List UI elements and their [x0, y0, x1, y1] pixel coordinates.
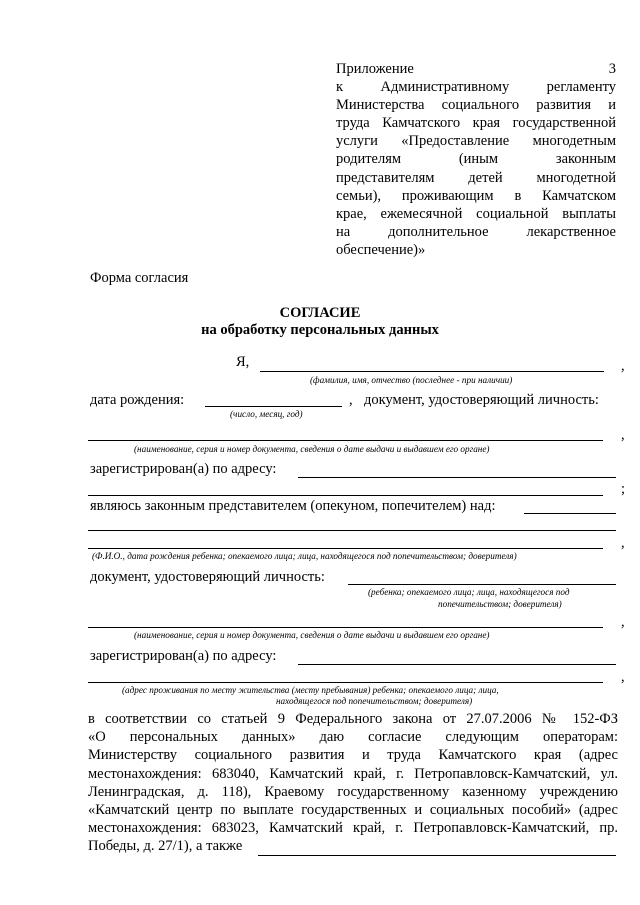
comma: , [621, 614, 625, 630]
full-name-field[interactable] [260, 371, 604, 372]
appendix-line: представителям детей многодетной [336, 169, 616, 186]
comma: , [621, 427, 625, 443]
paragraph-line: в соответствии со статьей 9 Федерального закона от 27.07.2006 № 152-ФЗ [88, 711, 618, 727]
document-title: СОГЛАСИЕ [279, 305, 361, 321]
registration-address-field-2[interactable] [88, 495, 603, 496]
i-label: Я, [236, 354, 250, 370]
ward-field-3[interactable] [88, 548, 603, 549]
semicolon: ; [621, 481, 626, 497]
ward-doc-label: документ, удостоверяющий личность: [90, 569, 325, 585]
appendix-line: крае, ежемесячной социальной выплаты [336, 205, 616, 222]
ward-doc-caption: (ребенка; опекаемого лица; лица, находящегося под [368, 587, 570, 597]
full-name-caption: (фамилия, имя, отчество (последнее - при наличии) [310, 375, 513, 385]
ward-registration-field-2[interactable] [88, 682, 603, 683]
ward-caption: (Ф.И.О., дата рождения ребенка; опекаемого лица; лица, находящегося под попечительством; доверителя) [92, 551, 517, 561]
ward-doc-caption: (наименование, серия и номер документа, сведения о дате выдачи и выдавшем его органе) [134, 630, 490, 640]
appendix-line: родителям (иным законным [336, 151, 616, 168]
appendix-line: обеспечение)» [336, 241, 426, 258]
appendix-line: услуги «Предоставление многодетным [336, 133, 616, 150]
paragraph-line: Министерству социального развития и труда Камчатского края (адрес [88, 747, 618, 764]
appendix-line: Приложение 3 [336, 61, 616, 77]
comma: , [621, 669, 625, 685]
ward-doc-caption: попечительством; доверителя) [438, 599, 562, 609]
comma: , [349, 392, 353, 408]
dob-label: дата рождения: [90, 392, 185, 408]
identity-document-caption: (наименование, серия и номер документа, сведения о дате выдачи и выдавшем его органе) [134, 444, 490, 454]
appendix-line: на дополнительное лекарственное [336, 223, 616, 240]
ward-registration-label: зарегистрирован(а) по адресу: [90, 648, 277, 664]
paragraph-line: «О персональных данных» даю согласие следующим операторам: [88, 729, 618, 746]
appendix-line: труда Камчатского края государственной [336, 115, 616, 132]
ward-registration-caption: (адрес проживания по месту жительства (месту пребывания) ребенка; опекаемого лица; лица, [122, 685, 499, 695]
ward-registration-caption: находящегося под попечительством; доверителя) [276, 696, 473, 706]
dob-caption: (число, месяц, год) [230, 409, 303, 419]
appendix-line: семьи), проживающим в Камчатском [336, 187, 616, 204]
registration-address-field[interactable] [298, 477, 616, 478]
paragraph-line: Ленинградская, д. 118), Краевому государственному казенному учреждению [88, 783, 618, 800]
representative-label: являюсь законным представителем (опекуном, попечителем) над: [90, 498, 496, 514]
appendix-line: Министерства социального развития и [336, 97, 616, 114]
ward-field-2[interactable] [88, 530, 616, 531]
comma: , [621, 535, 625, 551]
form-label: Форма согласия [90, 270, 189, 286]
ward-doc-field[interactable] [348, 584, 616, 585]
paragraph-line: местонахождения: 683023, Камчатский край, г. Петропавловск-Камчатский, пр. [88, 820, 618, 837]
paragraph-line: Победы, д. 27/1), а также [88, 838, 243, 855]
paragraph-line: местонахождения: 683040, Камчатский край, г. Петропавловск-Камчатский, ул. [88, 765, 618, 782]
identity-document-field[interactable] [88, 440, 603, 441]
registration-label: зарегистрирован(а) по адресу: [90, 461, 277, 477]
appendix-line: к Административному регламенту [336, 79, 616, 96]
comma: , [621, 358, 625, 374]
doc-label: документ, удостоверяющий личность: [364, 392, 599, 408]
additional-operator-field[interactable] [258, 855, 616, 856]
ward-doc-field-2[interactable] [88, 627, 603, 628]
consent-paragraph [88, 710, 618, 856]
paragraph-line: «Камчатский центр по выплате государственных и социальных пособий» (адрес [88, 801, 618, 818]
document-subtitle: на обработку персональных данных [201, 322, 439, 338]
ward-registration-field[interactable] [298, 664, 616, 665]
ward-field[interactable] [524, 513, 616, 514]
appendix-block [336, 60, 616, 259]
dob-field[interactable] [205, 406, 342, 407]
